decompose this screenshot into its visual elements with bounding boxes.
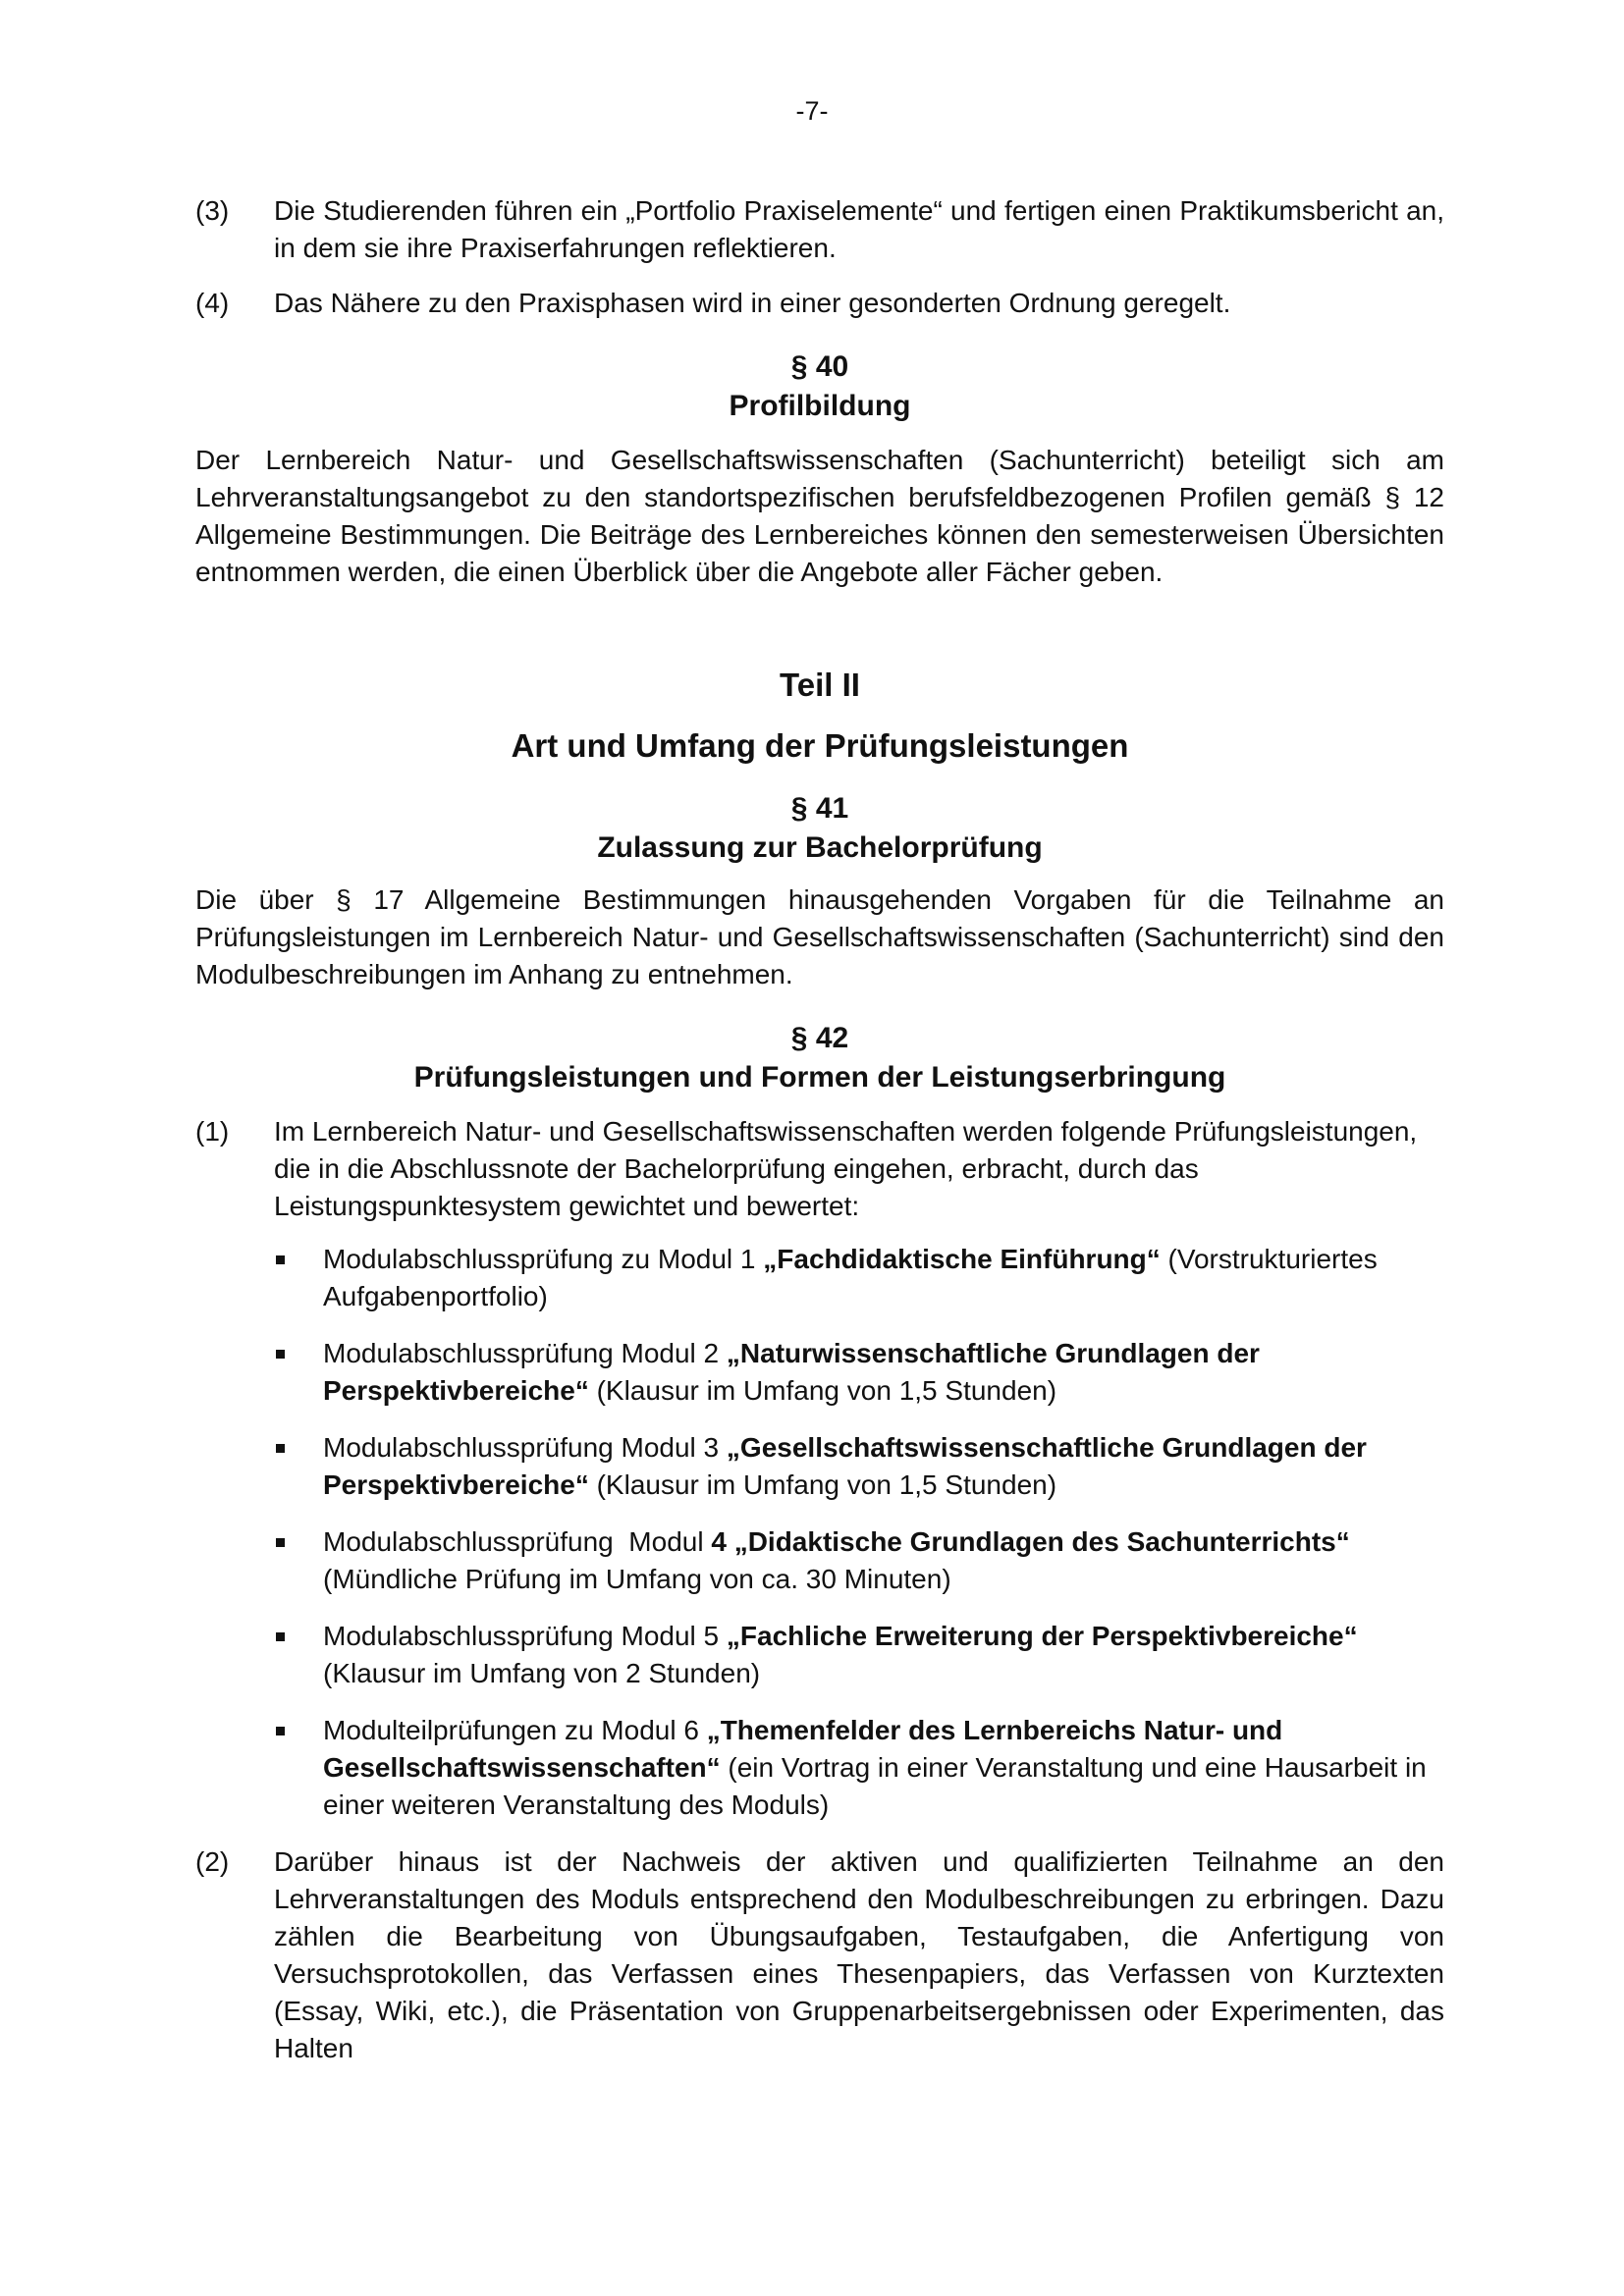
paragraph-4 xyxy=(195,285,1444,322)
paragraph-number: (1) xyxy=(195,1116,230,1147)
paragraph-3 xyxy=(195,192,1444,267)
list-item-text: Modulabschlussprüfung Modul 5 „Fachliche Erweiterung der Perspektivbereiche“ (Klausur im Umfang von 2 Stunden) xyxy=(323,1621,1358,1688)
list-item-text: Modulabschlussprüfung zu Modul 1 „Fachdidaktische Einführung“ (Vorstrukturiertes Aufgabenportfolio) xyxy=(323,1244,1378,1311)
paragraph-text: Darüber hinaus ist der Nachweis der aktiven und qualifizierten Teilnahme an den Lehrveranstaltungen des Moduls entsprechend den Modulbeschreibungen zu erbringen. Dazu zählen die Bearbeitung von Übungsaufgaben, Testaufgaben, die Anfertigung von Versuchsprotokollen, das Verfassen eines Thesenpapiers, das Verfassen von Kurztexten (Essay, Wiki, etc.), die Präsentation von Gruppenarbeitsergebnissen oder Experimenten, das Halten xyxy=(274,1846,1444,2063)
exam-list xyxy=(274,1241,1444,1824)
section-number: § 42 xyxy=(790,1022,849,1054)
section-title: Prüfungsleistungen und Formen der Leistungserbringung xyxy=(413,1061,1226,1094)
page-content xyxy=(195,192,1444,2085)
section-number: § 40 xyxy=(790,350,849,383)
list-item-text: Modulabschlussprüfung Modul 2 „Naturwissenschaftliche Grundlagen der Perspektivbereiche“ (Klausur im Umfang von 1,5 Stunden) xyxy=(323,1338,1260,1406)
paragraph-text: Im Lernbereich Natur- und Gesellschaftswissenschaften werden folgende Prüfungsleistungen, die in die Abschlussnote der Bachelorprüfung eingehen, erbracht, durch das Leistungspunktesystem gewichtet und bewertet: xyxy=(274,1116,1418,1221)
section-40-text: Der Lernbereich Natur- und Gesellschaftswissenschaften (Sachunterricht) beteiligt sich am Lehrveranstaltungsangebot zu den standortspezifischen berufsfeldbezogenen Profilen gemäß § 12 Allgemeine Bestimmungen. Die Beiträge des Lernbereiches können den semesterweisen Übersichten entnommen werden, die einen Überblick über die Angebote aller Fächer geben. xyxy=(195,445,1444,587)
bullet-square-icon xyxy=(274,1712,323,1824)
section-42-paragraph-2 xyxy=(195,1843,1444,2067)
list-item xyxy=(274,1429,1444,1504)
bullet-square-icon xyxy=(274,1241,323,1315)
list-item xyxy=(274,1712,1444,1824)
bullet-square-icon xyxy=(274,1618,323,1692)
list-item xyxy=(274,1241,1444,1315)
section-title: Profilbildung xyxy=(729,390,911,422)
bullet-square-icon xyxy=(274,1523,323,1598)
part-subtitle: Art und Umfang der Prüfungsleistungen xyxy=(511,727,1129,764)
section-41-text: Die über § 17 Allgemeine Bestimmungen hinausgehenden Vorgaben für die Teilnahme an Prüfungsleistungen im Lernbereich Natur- und Gesellschaftswissenschaften (Sachunterricht) sind den Modulbeschreibungen im Anhang zu entnehmen. xyxy=(195,884,1444,989)
paragraph-number: (3) xyxy=(195,195,230,226)
page-number: -7- xyxy=(795,96,829,126)
section-42-paragraph-1 xyxy=(195,1113,1444,1225)
paragraph-text: Das Nähere zu den Praxisphasen wird in einer gesonderten Ordnung geregelt. xyxy=(274,288,1231,318)
section-42-heading xyxy=(195,1019,1444,1097)
section-41-heading xyxy=(195,789,1444,868)
list-item xyxy=(274,1618,1444,1692)
paragraph-text: Die Studierenden führen ein „Portfolio Praxiselemente“ und fertigen einen Praktikumsbericht an, in dem sie ihre Praxiserfahrungen reflektieren. xyxy=(274,195,1444,263)
section-40-heading xyxy=(195,347,1444,426)
list-item xyxy=(274,1523,1444,1598)
bullet-square-icon xyxy=(274,1335,323,1410)
list-item-text: Modulabschlussprüfung Modul 4 „Didaktische Grundlagen des Sachunterrichts“ (Mündliche Prüfung im Umfang von ca. 30 Minuten) xyxy=(323,1526,1350,1594)
section-number: § 41 xyxy=(790,792,849,825)
list-item xyxy=(274,1335,1444,1410)
list-item-text: Modulabschlussprüfung Modul 3 „Gesellschaftswissenschaftliche Grundlagen der Perspektivbereiche“ (Klausur im Umfang von 1,5 Stunden) xyxy=(323,1432,1367,1500)
section-title: Zulassung zur Bachelorprüfung xyxy=(597,831,1043,864)
part-title: Teil II xyxy=(780,667,860,703)
list-item-text: Modulteilprüfungen zu Modul 6 „Themenfelder des Lernbereichs Natur- und Gesellschaftswissenschaften“ (ein Vortrag in einer Veranstaltung und eine Hausarbeit in einer weiteren Veranstaltung des Moduls) xyxy=(323,1715,1427,1820)
paragraph-number: (2) xyxy=(195,1846,230,1877)
paragraph-number: (4) xyxy=(195,288,230,318)
bullet-square-icon xyxy=(274,1429,323,1504)
